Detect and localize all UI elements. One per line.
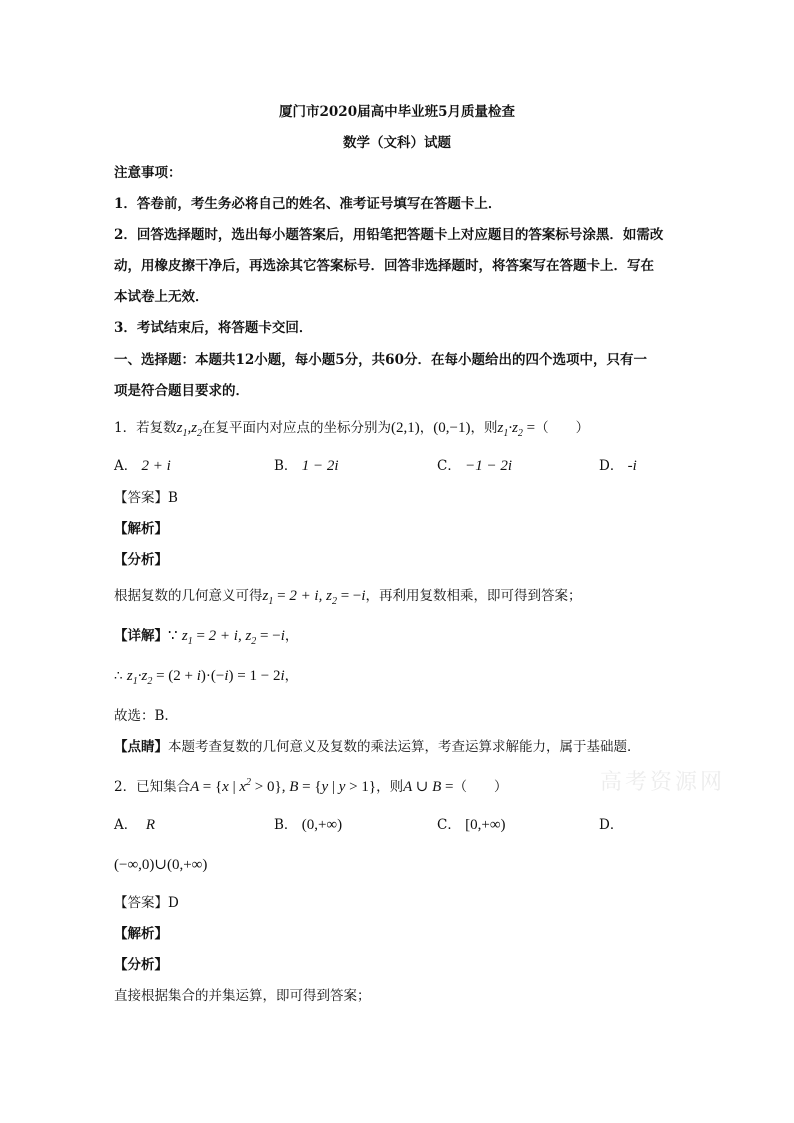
- detail-line-1: [114, 626, 298, 652]
- question-2-prefix: 2．已知集合: [114, 779, 191, 795]
- math-product: $z_1\cdot z_2 = (2 + i)\cdot(-i) = 1 - 2i$: [126, 668, 285, 687]
- question-1-mid2: ，则: [470, 420, 498, 436]
- note-2-line-1: 2．回答选择题时，选出每小题答案后，用铅笔把答题卡上对应题目的答案标号涂黑．如需改: [114, 227, 664, 243]
- fenxi-text-1: [114, 586, 582, 612]
- fenxi-heading-1: 【分析】: [114, 552, 168, 568]
- option-b-value: 1 − 2i: [301, 458, 339, 474]
- note-3: 3．考试结束后，将答题卡交回．: [114, 320, 313, 336]
- option-b: [274, 456, 339, 476]
- option-2c-value: [0,+∞): [465, 817, 506, 833]
- option-a: [114, 456, 171, 476]
- option-2c: [437, 815, 506, 835]
- detail-line-1-suffix: ，: [284, 628, 299, 644]
- question-1-mid1: 在复平面内对应点的坐标分别为: [202, 420, 392, 436]
- detail-line-2-suffix: ，: [284, 668, 299, 684]
- option-2d-value: (−∞,0)∪(0,+∞): [114, 857, 208, 873]
- option-2a-label: A．: [114, 817, 138, 833]
- math-z1-dot-z2: $z_1\cdot z_2$ =: [497, 420, 536, 439]
- answer-2: 【答案】D: [114, 895, 179, 911]
- option-c-value: −1 − 2i: [465, 458, 513, 474]
- fenxi-heading-2: 【分析】: [114, 957, 168, 973]
- math-point-2-1: (2,1): [391, 420, 420, 436]
- question-1-prefix: 1．若复数: [114, 420, 177, 436]
- comment-text-1: 本题考查复数的几何意义及复数的乘法运算，考查运算求解能力，属于基础题．: [168, 739, 641, 755]
- option-d-value: -i: [627, 458, 637, 474]
- analysis-heading-1: 【解析】: [114, 521, 168, 537]
- math-z1-z2-values: $z_1 = 2 + i$, $z_2 = -i$: [262, 588, 366, 607]
- math-z1-z2: $z_1,z_2$: [176, 420, 203, 439]
- therefore-symbol: ∴: [114, 668, 123, 684]
- question-2-mid: ，则: [376, 779, 404, 795]
- option-d-label: D．: [599, 458, 624, 474]
- document-title: 厦门市2020届高中毕业班5月质量检查: [279, 104, 515, 120]
- fenxi-text-1-suffix: ，再利用复数相乘，即可得到答案；: [365, 588, 582, 604]
- answer-1: 【答案】B: [114, 490, 178, 506]
- option-c-label: C．: [437, 458, 461, 474]
- analysis-heading-2: 【解析】: [114, 926, 168, 942]
- option-c: [437, 456, 512, 476]
- fenxi-text-2: 直接根据集合的并集运算，即可得到答案；: [114, 988, 371, 1004]
- question-1-sep: ，: [419, 420, 434, 436]
- detail-line-2: [114, 666, 298, 692]
- option-2d-label: D．: [599, 817, 624, 833]
- comment-heading-1: 【点睛】: [114, 739, 168, 755]
- question-2-suffix: （ ）: [453, 779, 508, 795]
- option-2b-label: B．: [274, 817, 298, 833]
- option-2b-value: (0,+∞): [301, 817, 343, 833]
- math-detail-values: $z_1 = 2 + i$, $z_2 = -i$: [181, 628, 285, 647]
- math-point-0-neg1: (0,−1): [433, 420, 471, 436]
- question-1-suffix: （ ）: [535, 420, 590, 436]
- option-2d: [599, 815, 623, 835]
- notes-heading: 注意事项：: [114, 165, 182, 181]
- option-2a: [114, 815, 155, 835]
- because-symbol: ∵: [168, 628, 178, 644]
- option-2c-label: C．: [437, 817, 461, 833]
- question-1-stem: [114, 418, 589, 444]
- fenxi-text-1-prefix: 根据复数的几何意义可得: [114, 588, 263, 604]
- choice-1: 故选：B.: [114, 708, 169, 724]
- question-2-stem: [114, 773, 507, 797]
- watermark: 高考资源网: [600, 770, 726, 795]
- section-heading-line-2: 项是符合题目要求的．: [114, 383, 249, 399]
- option-a-label: A．: [114, 458, 138, 474]
- note-1: 1．答卷前，考生务必将自己的姓名、准考证号填写在答题卡上．: [114, 196, 502, 212]
- section-heading-line-1: 一、选择题：本题共12小题，每小题5分，共60分．在每小题给出的四个选项中，只有一: [114, 352, 647, 368]
- option-b-label: B．: [274, 458, 298, 474]
- option-2b: [274, 815, 342, 835]
- math-sets: A = {x | $x^2 > 0$}, B = {y | y > 1}: [190, 777, 377, 795]
- document-subtitle: 数学（文科）试题: [343, 135, 451, 151]
- option-d: [599, 456, 637, 476]
- option-2a-value: R: [145, 817, 156, 833]
- option-a-value: 2 + i: [141, 458, 171, 474]
- comment-1: [114, 737, 641, 757]
- note-2-line-2: 动，用橡皮擦干净后，再选涂其它答案标号．回答非选择题时，将答案写在答题卡上．写在: [114, 258, 654, 274]
- math-union: A ∪ B =: [403, 779, 454, 795]
- note-2-line-3: 本试卷上无效．: [114, 289, 209, 305]
- detail-heading-1: 【详解】: [114, 628, 168, 644]
